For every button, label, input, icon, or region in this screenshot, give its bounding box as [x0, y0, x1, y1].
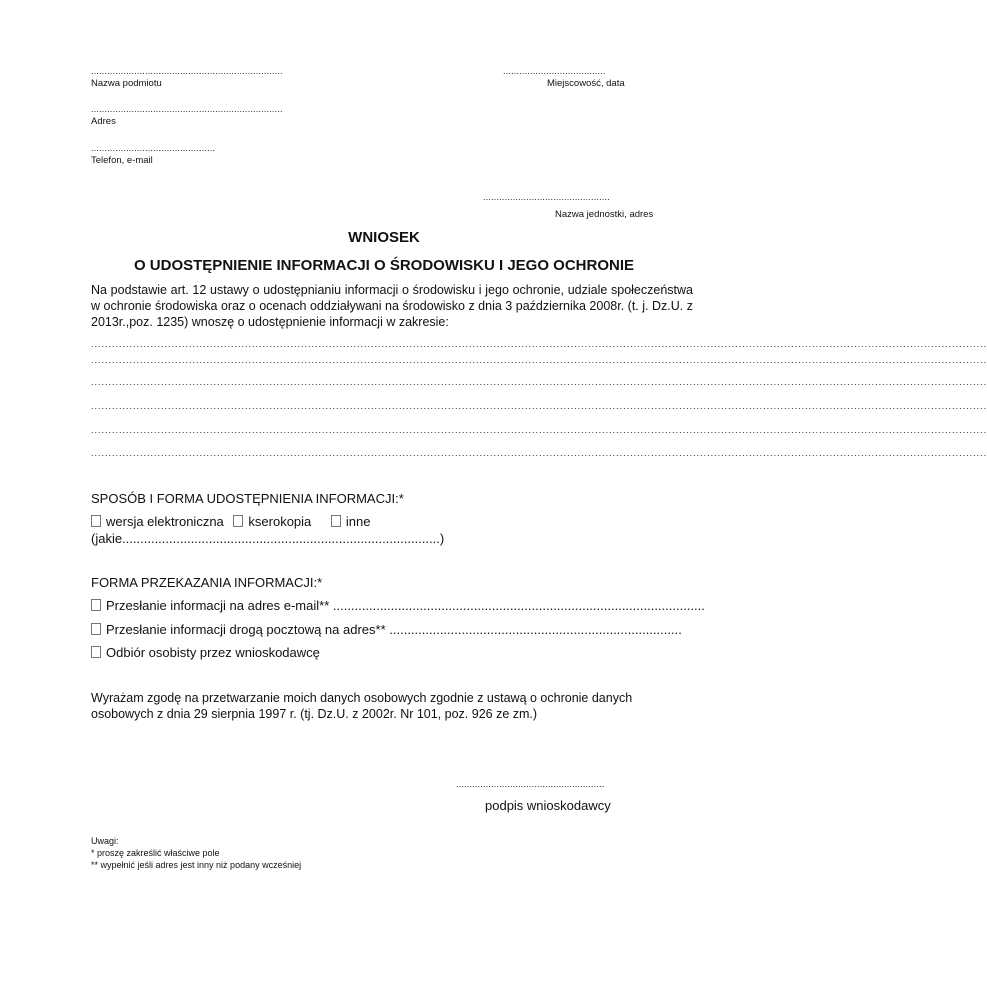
- delivery-post-row: [91, 622, 682, 637]
- note-1: * proszę zakreślić właściwe pole: [91, 848, 220, 858]
- intro-paragraph: Na podstawie art. 12 ustawy o udostępnianiu informacji o środowisku i jego ochronie, udziale społeczeństwa w ochronie środowiska oraz o ocenach oddziaływani na środowisko z dnia 3 października 2008r. (t. j. Dz.U. z 2013r.,poz. 1235) wnoszę o udostępnienie informacji w zakresie:: [91, 283, 693, 329]
- checkbox-other[interactable]: [331, 515, 341, 527]
- option-photocopy-label: kserokopia: [248, 514, 312, 529]
- access-options-row: [91, 514, 370, 529]
- delivery-post-label: Przesłanie informacji drogą pocztową na adres** .................................................................................: [106, 622, 682, 637]
- checkbox-photocopy[interactable]: [233, 515, 243, 527]
- checkbox-personal[interactable]: [91, 646, 101, 658]
- scope-fill-line-1: ................................................................................................................................................................................................................................................................: [91, 339, 987, 349]
- scope-fill-line-6: ................................................................................................................................................................................................................................................................: [91, 448, 987, 458]
- consent-paragraph: Wyrażam zgodę na przetwarzanie moich danych osobowych zgodnie z ustawą o ochronie danych osobowych z dnia 29 sierpnia 1997 r. (tj. Dz.U. z 2002r. Nr 101, poz. 926 ze zm.): [91, 691, 633, 721]
- address-label: Adres: [91, 116, 116, 127]
- scope-fill-line-4: ................................................................................................................................................................................................................................................................: [91, 401, 987, 411]
- signature-line: .......................................................: [456, 779, 605, 789]
- section-access-heading: SPOSÓB I FORMA UDOSTĘPNIENIA INFORMACJI:*: [91, 491, 404, 506]
- scope-fill-line-3: ................................................................................................................................................................................................................................................................: [91, 377, 987, 387]
- entity-name-label: Nazwa podmiotu: [91, 78, 162, 89]
- unit-name-label: Nazwa jednostki, adres: [555, 209, 654, 220]
- delivery-email-row: [91, 598, 705, 613]
- checkbox-electronic[interactable]: [91, 515, 101, 527]
- delivery-personal-label: Odbiór osobisty przez wnioskodawcę: [106, 645, 320, 660]
- delivery-personal-row: [91, 645, 320, 660]
- signature-label: podpis wnioskodawcy: [485, 798, 611, 813]
- place-date-line: ......................................: [503, 66, 606, 76]
- notes-heading: Uwagi:: [91, 836, 119, 846]
- delivery-email-label: Przesłanie informacji na adres e-mail** .......................................................................................................: [106, 598, 705, 613]
- document-title: WNIOSEK: [348, 229, 420, 246]
- phone-email-line: ..............................................: [91, 143, 216, 153]
- note-2: ** wypełnić jeśli adres jest inny niż podany wcześniej: [91, 860, 302, 870]
- option-electronic-label: wersja elektroniczna: [106, 514, 224, 529]
- place-date-label: Miejscowość, data: [547, 78, 625, 89]
- document-subtitle: O UDOSTĘPNIENIE INFORMACJI O ŚRODOWISKU I JEGO OCHRONIE: [133, 257, 635, 274]
- checkbox-post[interactable]: [91, 623, 101, 635]
- unit-name-line: ...............................................: [483, 192, 610, 202]
- option-other-label: inne: [345, 514, 371, 529]
- address-line: .......................................................................: [91, 104, 283, 114]
- checkbox-email[interactable]: [91, 599, 101, 611]
- scope-fill-line-5: ................................................................................................................................................................................................................................................................: [91, 425, 987, 435]
- entity-name-line: .......................................................................: [91, 66, 283, 76]
- scope-fill-line-2: ................................................................................................................................................................................................................................................................: [91, 355, 987, 365]
- section-delivery-heading: FORMA PRZEKAZANIA INFORMACJI:*: [91, 575, 323, 590]
- other-specify-line: (jakie........................................................................................): [91, 531, 445, 546]
- phone-email-label: Telefon, e-mail: [91, 155, 153, 166]
